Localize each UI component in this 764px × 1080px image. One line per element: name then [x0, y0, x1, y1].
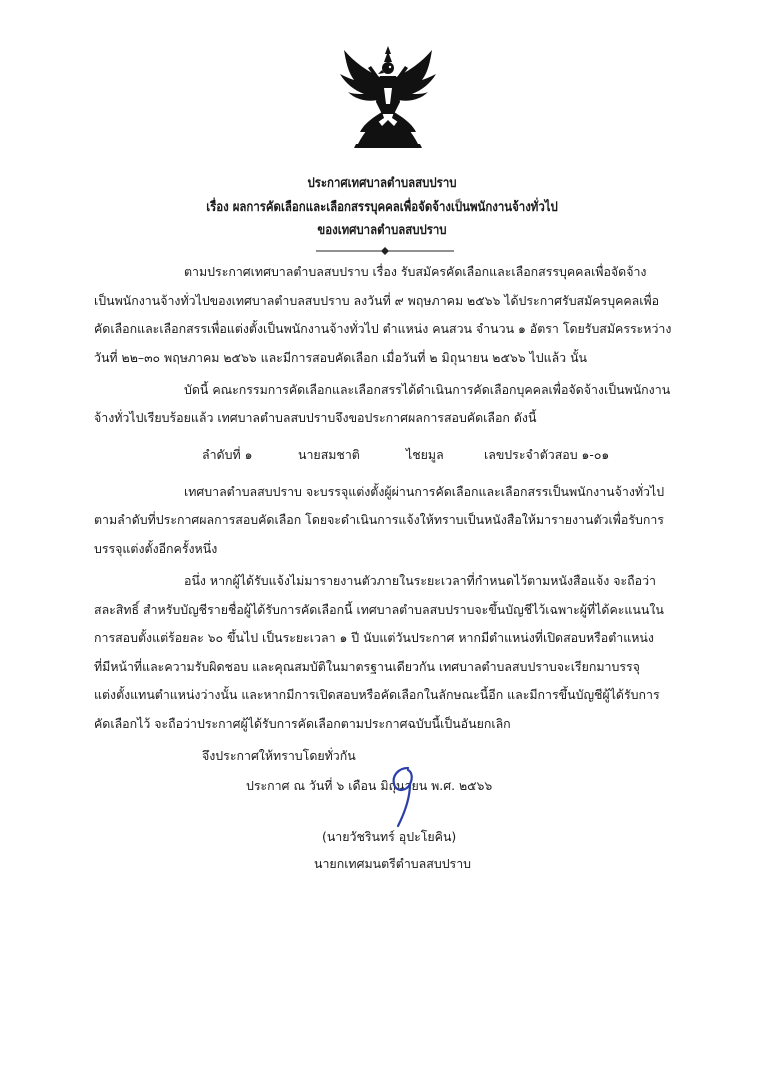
paragraph4-line6: คัดเลือกไว้ จะถือว่าประกาศผู้ได้รับการคัดเลือกตามประกาศฉบับนี้เป็นอันยกเลิก [94, 716, 511, 731]
announcement-date: ประกาศ ณ วันที่ ๖ เดือน มิถุนายน พ.ศ. ๒๕๖๖ [246, 778, 493, 793]
paragraph2-line2: จ้างทั่วไปเรียบร้อยแล้ว เทศบาลตำบลสบปราบจึงขอประกาศผลการสอบคัดเลือก ดังนี้ [94, 410, 537, 425]
paragraph1-line4: วันที่ ๒๒–๓๐ พฤษภาคม ๒๕๖๖ และมีการสอบคัดเลือก เมื่อวันที่ ๒ มิถุนายน ๒๕๖๖ ไปแล้ว นั้น [94, 350, 588, 365]
header-line1: ประกาศเทศบาลตำบลสบปราบ [307, 176, 457, 191]
closing-text: จึงประกาศให้ทราบโดยทั่วกัน [202, 748, 356, 763]
header-subject: เรื่อง ผลการคัดเลือกและเลือกสรรบุคคลเพื่อจัดจ้างเป็นพนักงานจ้างทั่วไป [206, 200, 558, 215]
header-line3: ของเทศบาลตำบลสบปราบ [317, 223, 447, 238]
garuda-emblem-icon [338, 44, 438, 150]
paragraph2-line1: บัดนี้ คณะกรรมการคัดเลือกและเลือกสรรได้ดำเนินการคัดเลือกบุคคลเพื่อจัดจ้างเป็นพนักงาน [184, 382, 671, 397]
header-divider [316, 246, 454, 256]
result-last-name: ไชยมูล [406, 447, 444, 462]
paragraph4-line5: แต่งตั้งแทนตำแหน่งว่างนั้น และหากมีการเปิดสอบหรือคัดเลือกในลักษณะนี้อีก และมีการขึ้นบัญชีผู้ได้รับการ [94, 687, 660, 702]
paragraph4-line4: ที่มีหน้าที่และความรับผิดชอบ และคุณสมบัติในมาตรฐานเดียวกัน เทศบาลตำบลสบปราบจะเรียกมาบรรจุ [94, 659, 640, 674]
paragraph3-line1: เทศบาลตำบลสบปราบ จะบรรจุแต่งตั้งผู้ผ่านการคัดเลือกและเลือกสรรเป็นพนักงานจ้างทั่วไป [184, 484, 665, 499]
paragraph4-line3: การสอบตั้งแต่ร้อยละ ๖๐ ขึ้นไป เป็นระยะเวลา ๑ ปี นับแต่วันประกาศ หากมีตำแหน่งที่เปิดสอบหรือตำแหน่ง [94, 630, 654, 645]
paragraph1-line2: เป็นพนักงานจ้างทั่วไปของเทศบาลตำบลสบปราบ ลงวันที่ ๙ พฤษภาคม ๒๕๖๖ ได้ประกาศรับสมัครบุคคลเพื่อ [94, 293, 660, 308]
paragraph3-line2: ตามลำดับที่ประกาศผลการสอบคัดเลือก โดยจะดำเนินการแจ้งให้ทราบเป็นหนังสือให้มารายงานตัวเพื่อรับการ [94, 512, 664, 527]
signer-title: นายกเทศมนตรีตำบลสบปราบ [314, 856, 472, 871]
signer-name: (นายวัชรินทร์ อุปะโยคิน) [322, 829, 457, 844]
result-rank: ลำดับที่ ๑ [202, 447, 253, 462]
signature-icon [384, 764, 424, 830]
paragraph4-line1: อนึ่ง หากผู้ได้รับแจ้งไม่มารายงานตัวภายในระยะเวลาที่กำหนดไว้ตามหนังสือแจ้ง จะถือว่า [184, 573, 657, 588]
result-first-name: นายสมชาติ [298, 447, 360, 462]
paragraph4-line2: สละสิทธิ์ สำหรับบัญชีรายชื่อผู้ได้รับการคัดเลือกนี้ เทศบาลตำบลสบปราบจะขึ้นบัญชีไว้เฉพาะผู้ที่ได้คะแนนใน [94, 602, 664, 617]
paragraph3-line3: บรรจุแต่งตั้งอีกครั้งหนึ่ง [94, 541, 218, 556]
result-exam-id: เลขประจำตัวสอบ ๑-๐๑ [484, 447, 610, 462]
paragraph1-line1: ตามประกาศเทศบาลตำบลสบปราบ เรื่อง รับสมัครคัดเลือกและเลือกสรรบุคคลเพื่อจัดจ้าง [184, 264, 647, 279]
paragraph1-line3: คัดเลือกและเลือกสรรเพื่อแต่งตั้งเป็นพนักงานจ้างทั่วไป ตำแหน่ง คนสวน จำนวน ๑ อัตรา โดยรับสมัครระหว่าง [94, 321, 672, 336]
